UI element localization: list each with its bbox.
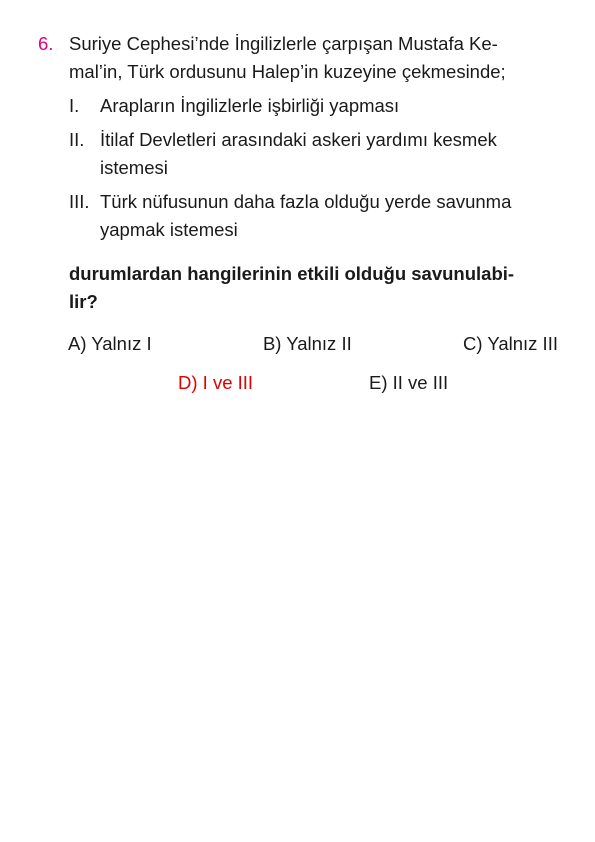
- statement-text: Türk nüfusunun daha fazla olduğu yerde savunma yapmak istemesi: [100, 191, 512, 240]
- choice-e[interactable]: E) II ve III: [369, 372, 449, 393]
- question-stem-line-2: mal’in, Türk ordusunu Halep’in kuzeyine çekmesinde;: [69, 61, 506, 82]
- statement-text: Arapların İngilizlerle işbirliği yapması: [100, 95, 400, 116]
- choice-a[interactable]: A) Yalnız I: [68, 333, 152, 354]
- question-prompt-line-2: lir?: [69, 291, 98, 312]
- answer-choices-row-1: [68, 330, 558, 358]
- choice-c[interactable]: C) Yalnız III: [463, 333, 558, 354]
- statement-3: [69, 188, 560, 244]
- statement-number: III.: [69, 191, 90, 212]
- statement-number: I.: [69, 95, 80, 116]
- question-prompt: [69, 260, 560, 316]
- statement-2: [69, 126, 560, 182]
- statement-1: [69, 92, 560, 120]
- question-number: 6.: [38, 33, 54, 54]
- choice-b[interactable]: B) Yalnız II: [262, 333, 352, 354]
- question-block: [38, 30, 560, 316]
- statement-text: İtilaf Devletleri arasındaki askeri yardımı kesmek istemesi: [100, 129, 497, 178]
- question-prompt-line-1: durumlardan hangilerinin etkili olduğu savunulabi-: [69, 263, 515, 284]
- question-stem: [69, 30, 560, 86]
- statement-number: II.: [69, 129, 85, 150]
- question-header: [38, 30, 560, 86]
- choice-d[interactable]: D) I ve III: [178, 372, 254, 393]
- question-stem-line-1: Suriye Cephesi’nde İngilizlerle çarpışan Mustafa Ke-: [69, 33, 498, 54]
